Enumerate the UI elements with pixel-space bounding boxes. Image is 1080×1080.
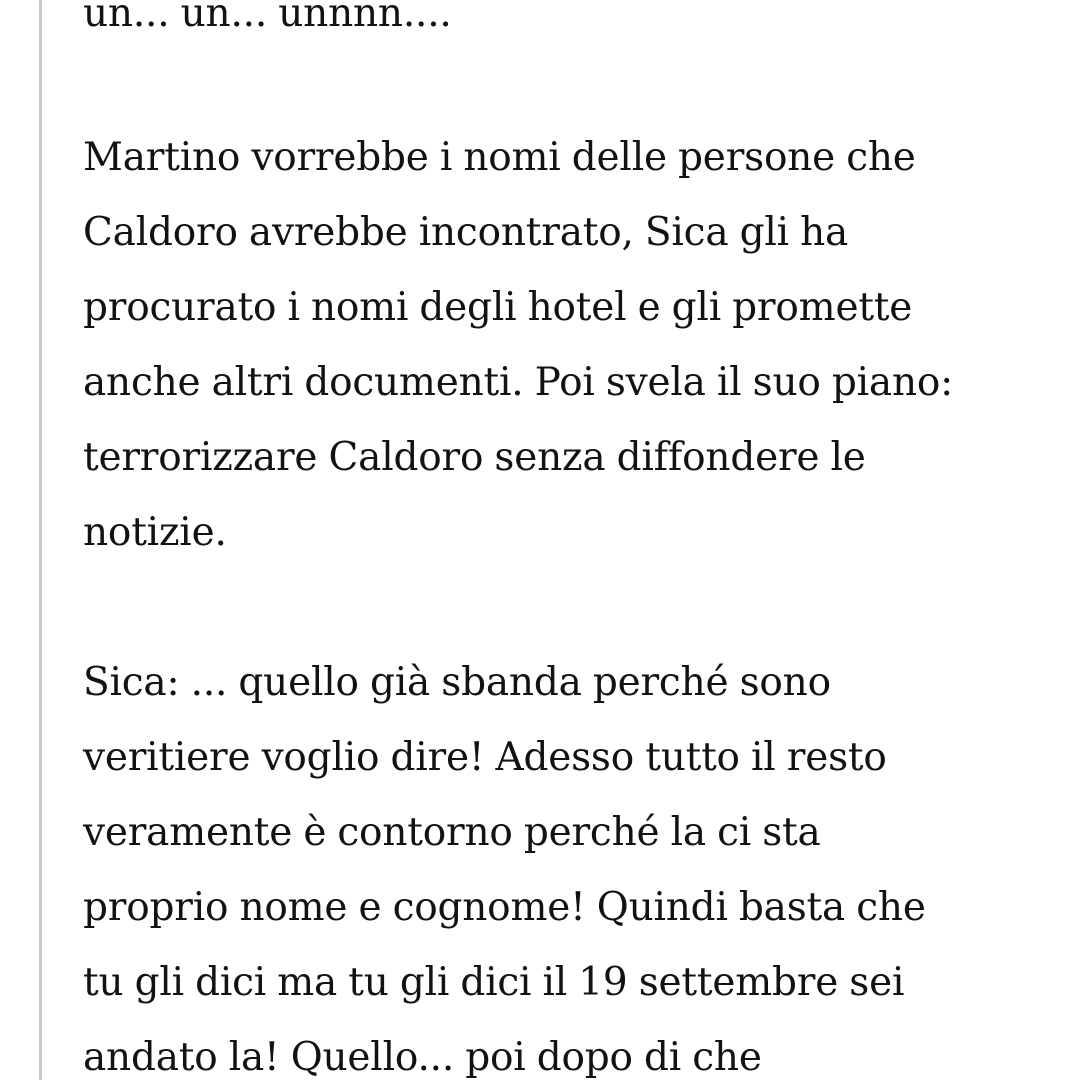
text-line: proprio nome e cognome! Quindi basta che (83, 885, 926, 930)
text-line: Sica: ... quello già sbanda perché sono (83, 660, 831, 705)
quote-left-border (39, 0, 42, 1080)
text-line: un... un... unnnn.... (83, 0, 452, 36)
text-line: procurato i nomi degli hotel e gli promette (83, 285, 913, 330)
text-line: Caldoro avrebbe incontrato, Sica gli ha (83, 210, 849, 255)
quote-fragment-top (83, 0, 1063, 51)
text-line: notizie. (83, 510, 227, 555)
text-line: Martino vorrebbe i nomi delle persone che (83, 135, 916, 180)
paragraph-sica-quote (83, 645, 1063, 1080)
text-line: tu gli dici ma tu gli dici il 19 settembre sei (83, 960, 905, 1005)
text-line: veritiere voglio dire! Adesso tutto il resto (83, 735, 887, 780)
paragraph-martino (83, 120, 1063, 570)
text-line: anche altri documenti. Poi svela il suo piano: (83, 360, 954, 405)
text-line: terrorizzare Caldoro senza diffondere le (83, 435, 866, 480)
text-line: andato la! Quello... poi dopo di che (83, 1035, 762, 1080)
text-line: veramente è contorno perché la ci sta (83, 810, 821, 855)
